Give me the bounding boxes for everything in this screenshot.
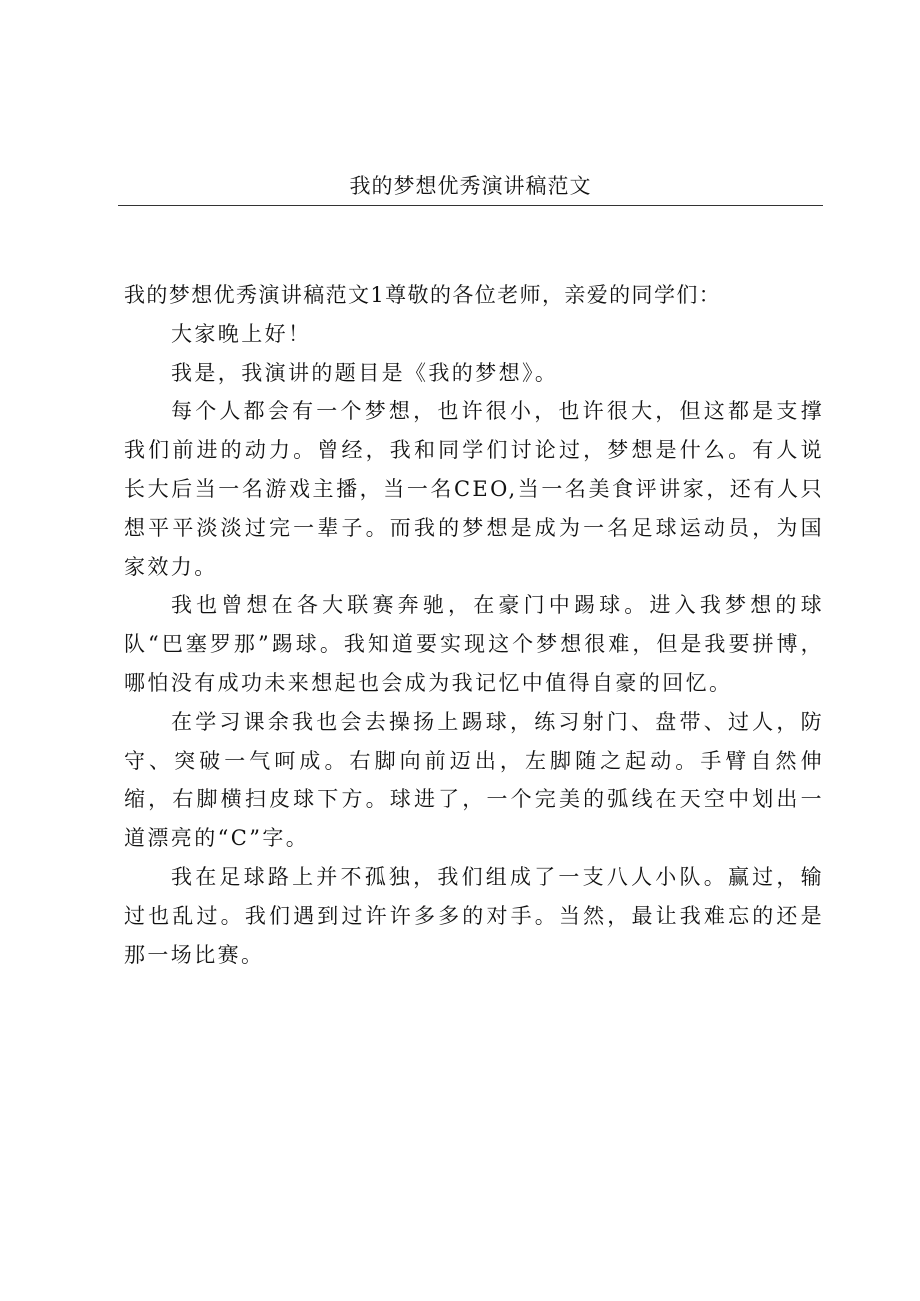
document-body [124, 276, 824, 974]
paragraph-intro: 我是，我演讲的题目是《我的梦想》。 [171, 360, 559, 385]
paragraph-team: 我在足球路上并不孤独，我们组成了一支八人小队。赢过，输过也乱过。我们遇到过许许多多的对手。当然，最让我难忘的还是那一场比赛。 [124, 864, 824, 967]
paragraph-dreams: 每个人都会有一个梦想，也许很小，也许很大，但这都是支撑我们前进的动力。曾经，我和同学们讨论过，梦想是什么。有人说长大后当一名游戏主播，当一名CEO,当一名美食评讲家，还有人只想平平淡淡过完一辈子。而我的梦想是成为一名足球运动员，为国家效力。 [124, 399, 824, 579]
paragraph-opening: 我的梦想优秀演讲稿范文1尊敬的各位老师，亲爱的同学们： [124, 283, 722, 307]
paragraph-barcelona: 我也曾想在各大联赛奔驰，在豪门中踢球。进入我梦想的球队“巴塞罗那”踢球。我知道要实现这个梦想很难，但是我要拼博，哪怕没有成功未来想起也会成为我记忆中值得自豪的回忆。 [124, 593, 824, 695]
document-title: 我的梦想优秀演讲稿范文 [349, 174, 592, 198]
paragraph-greeting: 大家晚上好！ [171, 321, 312, 346]
document-header [118, 168, 823, 206]
paragraph-practice: 在学习课余我也会去操扬上踢球，练习射门、盘带、过人，防守、突破一气呵成。右脚向前迈出，左脚随之起动。手臂自然伸缩，右脚横扫皮球下方。球进了，一个完美的弧线在天空中划出一道漂亮的“C”字。 [124, 709, 824, 851]
